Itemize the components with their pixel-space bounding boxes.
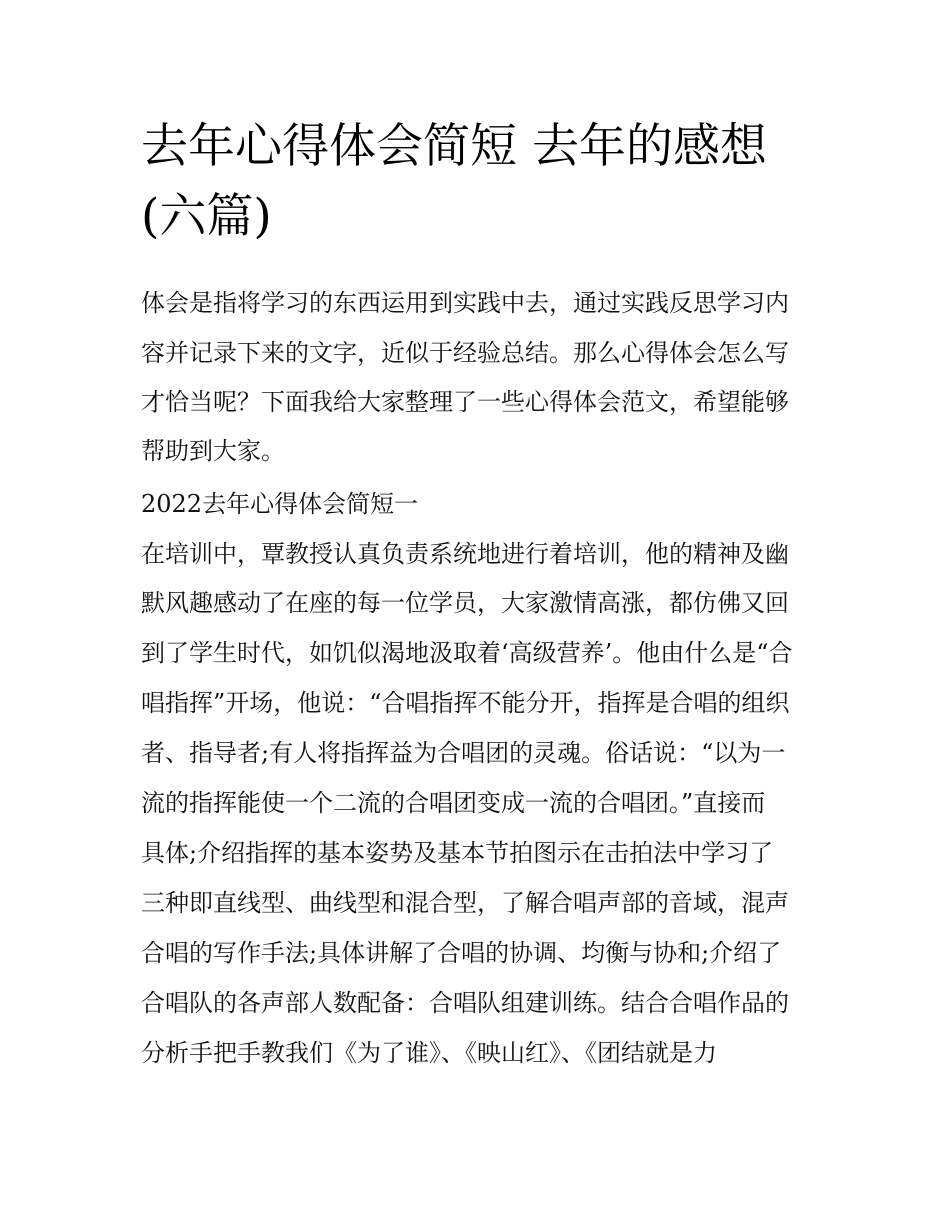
intro-line-2: 容并记录下来的文字，近似于经验总结。那么心得体会怎么写: [141, 339, 789, 367]
intro-line-3: 才恰当呢？下面我给大家整理了一些心得体会范文，希望能够: [141, 388, 789, 416]
body-line-5: 者、指导者;有人将指挥益为合唱团的灵魂。俗话说：“以为一: [141, 739, 786, 767]
body-line-8: 三种即直线型、曲线型和混合型，了解合唱声部的音域，混声: [141, 889, 789, 917]
title-line-1: 去年心得体会简短 去年的感想: [141, 119, 767, 174]
document-title: [141, 112, 821, 252]
body-line-7: 具体;介绍指挥的基本姿势及基本节拍图示在击拍法中学习了: [141, 839, 774, 867]
intro-line-4: 帮助到大家。: [141, 437, 285, 465]
body-line-10: 合唱队的各声部人数配备：合唱队组建训练。结合合唱作品的: [141, 989, 789, 1017]
body-line-2: 默风趣感动了在座的每一位学员，大家激情高涨，都仿佛又回: [141, 589, 789, 617]
body-line-11: 分析手把手教我们《为了谁》、《映山红》、《团结就是力: [141, 1039, 717, 1067]
section-heading: 2022去年心得体会简短一: [141, 490, 419, 518]
body-line-4: 唱指挥”开场，他说：“合唱指挥不能分开，指挥是合唱的组织: [141, 689, 790, 717]
title-line-2: (六篇): [141, 189, 272, 244]
intro-line-1: 体会是指将学习的东西运用到实践中去，通过实践反思学习内: [141, 289, 789, 317]
body-line-3: 到了学生时代，如饥似渴地汲取着‘高级营养’。他由什么是“合: [141, 639, 793, 667]
body-line-6: 流的指挥能使一个二流的合唱团变成一流的合唱团。”直接而: [141, 789, 766, 817]
body-line-9: 合唱的写作手法;具体讲解了合唱的协调、均衡与协和;介绍了: [141, 939, 782, 967]
body-line-1: 在培训中，覃教授认真负责系统地进行着培训，他的精神及幽: [141, 540, 789, 568]
